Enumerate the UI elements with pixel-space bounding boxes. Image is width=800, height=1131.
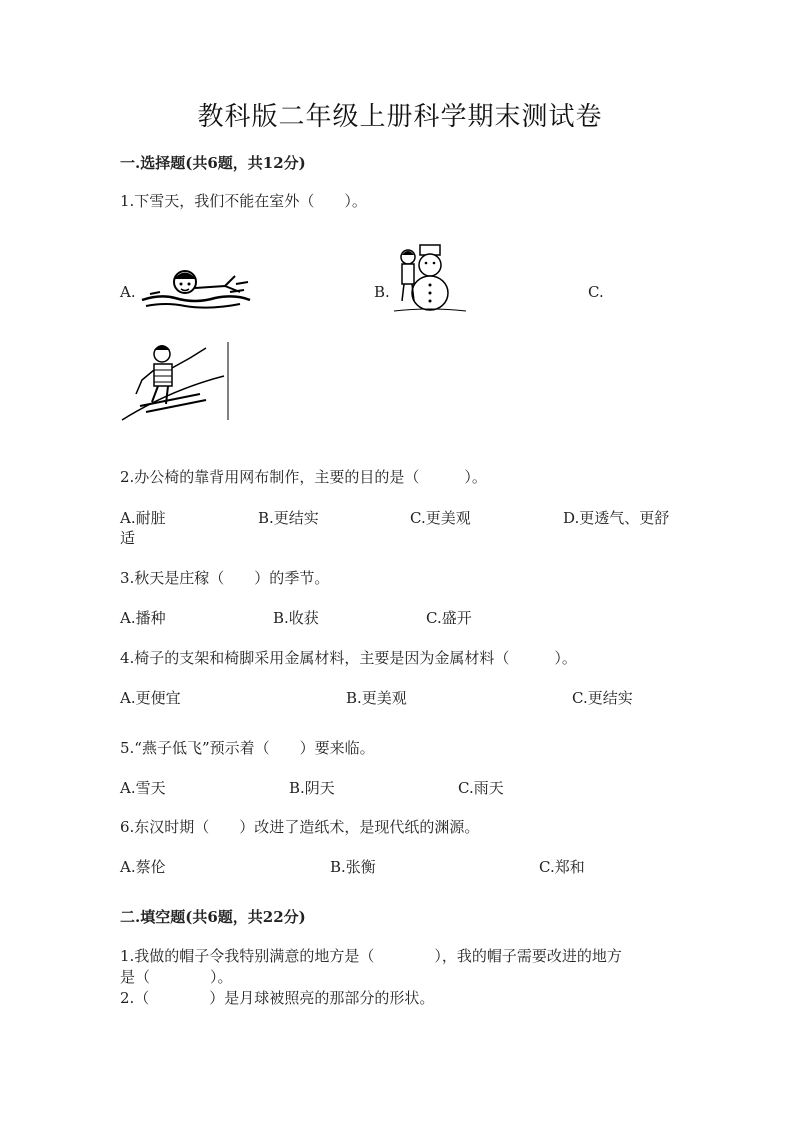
question-4-option-b[interactable]: B.更美观 xyxy=(346,689,407,707)
section-heading-choice: 一.选择题(共6题，共12分) xyxy=(120,154,306,172)
question-6-option-a[interactable]: A.蔡伦 xyxy=(120,858,166,876)
question-5-option-a[interactable]: A.雪天 xyxy=(120,779,166,797)
question-3-option-c[interactable]: C.盛开 xyxy=(426,609,472,627)
question-6-stem: 6.东汉时期（ ）改进了造纸术，是现代纸的渊源。 xyxy=(120,818,480,836)
question-5-option-c[interactable]: C.雨天 xyxy=(458,779,504,797)
question-1-option-b[interactable]: B. xyxy=(374,283,390,301)
question-5-option-b[interactable]: B.阴天 xyxy=(289,779,335,797)
skiing-child-image xyxy=(120,340,232,424)
question-5-stem: 5.“燕子低飞”预示着（ ）要来临。 xyxy=(120,739,375,757)
fill-question-1-line-1: 1.我做的帽子令我特别满意的地方是（ ），我的帽子需要改进的地方 xyxy=(120,947,622,965)
question-3-option-a[interactable]: A.播种 xyxy=(120,609,166,627)
question-2-stem: 2.办公椅的靠背用网布制作，主要的目的是（ ）。 xyxy=(120,468,487,486)
fill-question-1-line-2: 是（ ）。 xyxy=(120,968,233,986)
fill-question-2: 2.（ ）是月球被照亮的那部分的形状。 xyxy=(120,989,435,1007)
question-1-stem: 1.下雪天，我们不能在室外（ ）。 xyxy=(120,192,367,210)
question-2-option-c[interactable]: C.更美观 xyxy=(410,509,471,527)
question-3-option-b[interactable]: B.收获 xyxy=(273,609,319,627)
question-4-option-c[interactable]: C.更结实 xyxy=(572,689,633,707)
question-6-option-b[interactable]: B.张衡 xyxy=(330,858,376,876)
question-4-option-a[interactable]: A.更便宜 xyxy=(120,689,181,707)
question-6-option-c[interactable]: C.郑和 xyxy=(539,858,585,876)
question-2-option-a[interactable]: A.耐脏 xyxy=(120,509,166,527)
question-2-option-b[interactable]: B.更结实 xyxy=(258,509,319,527)
question-2-option-d[interactable]: D.更透气、更舒 xyxy=(563,509,670,527)
snowman-child-image xyxy=(392,243,468,315)
page-title: 教科版二年级上册科学期末测试卷 xyxy=(197,102,603,132)
section-heading-fill-blank: 二.填空题(共6题，共22分) xyxy=(120,908,306,926)
question-2-option-d-wrap: 适 xyxy=(120,529,136,547)
swimming-boy-image xyxy=(140,262,252,314)
question-1-option-c[interactable]: C. xyxy=(588,283,604,301)
question-1-option-a[interactable]: A. xyxy=(120,283,136,301)
question-3-stem: 3.秋天是庄稼（ ）的季节。 xyxy=(120,569,330,587)
question-4-stem: 4.椅子的支架和椅脚采用金属材料，主要是因为金属材料（ ）。 xyxy=(120,649,577,667)
